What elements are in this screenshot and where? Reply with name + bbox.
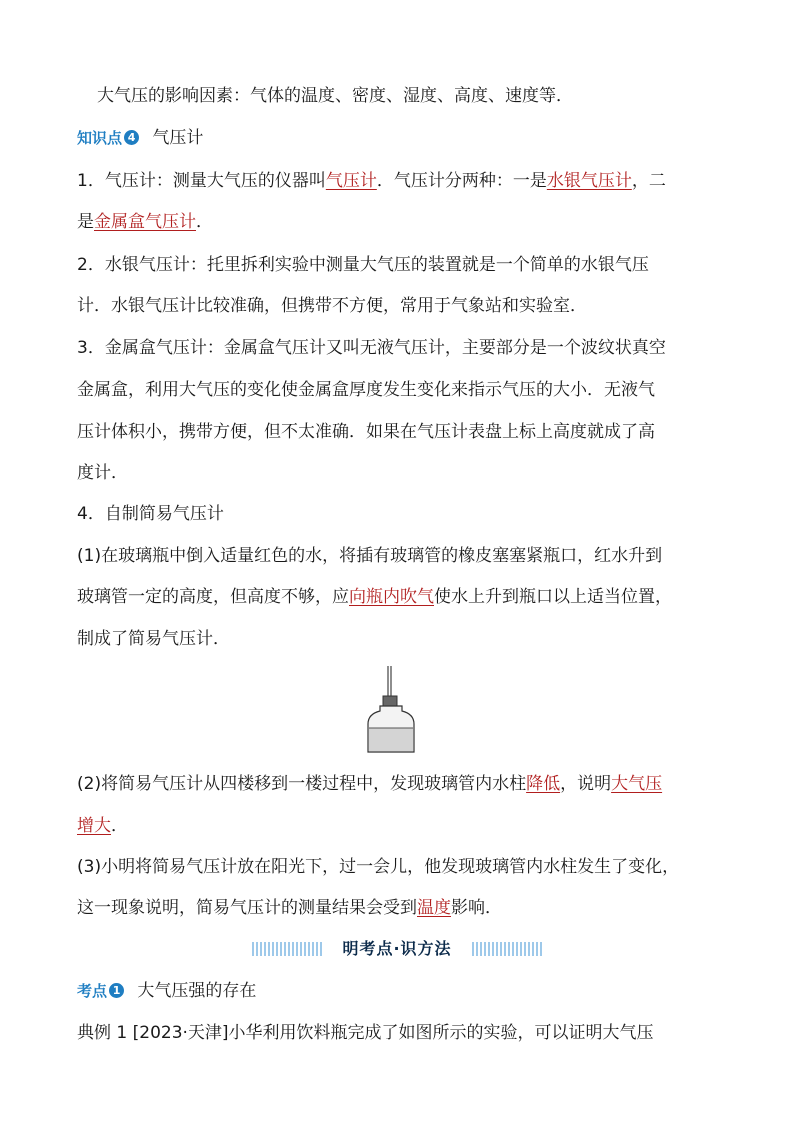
- item-3-line-3: 压计体积小，携带方便，但不太准确．如果在气压计表盘上标上高度就成了高: [77, 422, 655, 442]
- section-heading-exam-point-1: [77, 980, 727, 1002]
- simple-barometer-illustration: [366, 666, 416, 754]
- paragraph-factors: 大气压的影响因素：气体的温度、密度、湿度、高度、速度等．: [97, 86, 573, 106]
- answer-blank: 金属盒气压计: [94, 212, 196, 232]
- number-badge: 4: [124, 130, 139, 145]
- item-3-line-2: 金属盒，利用大气压的变化使金属盒厚度发生变化来指示气压的大小．无液气: [77, 380, 655, 400]
- banner-title: 明考点·识方法: [342, 939, 452, 958]
- item-1-line-1: 1．气压计：测量大气压的仪器叫气压计．气压计分两种：一是水银气压计，二: [77, 171, 666, 191]
- exam-point-label: 考点: [77, 982, 108, 1000]
- sub-3-line-2: 这一现象说明，简易气压计的测量结果会受到温度影响．: [77, 898, 502, 918]
- banner-decoration-left: [252, 942, 322, 956]
- section-title: 大气压强的存在: [137, 981, 257, 1001]
- sub-2-line-1: (2)将简易气压计从四楼移到一楼过程中，发现玻璃管内水柱降低，说明大气压: [77, 774, 663, 794]
- number-badge: 1: [109, 983, 124, 998]
- item-1-line-2: 是金属盒气压计．: [77, 212, 213, 232]
- section-banner: [252, 936, 542, 962]
- knowledge-point-label: 知识点: [77, 129, 123, 147]
- answer-blank: 大气压: [611, 774, 663, 794]
- item-4-title: 4．自制简易气压计: [77, 504, 224, 524]
- answer-blank: 降低: [526, 774, 561, 794]
- example-1-text: 典例 1 [2023·天津]小华利用饮料瓶完成了如图所示的实验，可以证明大气压: [77, 1023, 654, 1043]
- item-2-line-1: 2．水银气压计：托里拆利实验中测量大气压的装置就是一个简单的水银气压: [77, 255, 649, 275]
- sub-1-line-3: 制成了简易气压计．: [77, 629, 230, 649]
- answer-blank: 水银气压计: [546, 171, 632, 191]
- sub-1-line-2: 玻璃管一定的高度，但高度不够，应向瓶内吹气使水上升到瓶口以上适当位置，: [77, 587, 672, 607]
- sub-1-line-1: (1)在玻璃瓶中倒入适量红色的水，将插有玻璃管的橡皮塞塞紧瓶口，红水升到: [77, 546, 663, 566]
- answer-blank: 温度: [417, 898, 451, 918]
- answer-blank: 增大: [77, 816, 111, 836]
- banner-decoration-right: [472, 942, 542, 956]
- item-3-line-1: 3．金属盒气压计：金属盒气压计又叫无液气压计，主要部分是一个波纹状真空: [77, 338, 666, 358]
- sub-3-line-1: (3)小明将简易气压计放在阳光下，过一会儿，他发现玻璃管内水柱发生了变化，: [77, 857, 680, 877]
- item-2-line-2: 计．水银气压计比较准确，但携带不方便，常用于气象站和实验室．: [77, 296, 587, 316]
- item-3-line-4: 度计．: [77, 463, 128, 483]
- section-heading-knowledge-point-4: [77, 127, 727, 149]
- section-title: 气压计: [152, 128, 204, 148]
- sub-2-line-2: 增大．: [77, 816, 128, 836]
- answer-blank: 气压计: [325, 171, 377, 191]
- answer-blank: 向瓶内吹气: [349, 587, 434, 607]
